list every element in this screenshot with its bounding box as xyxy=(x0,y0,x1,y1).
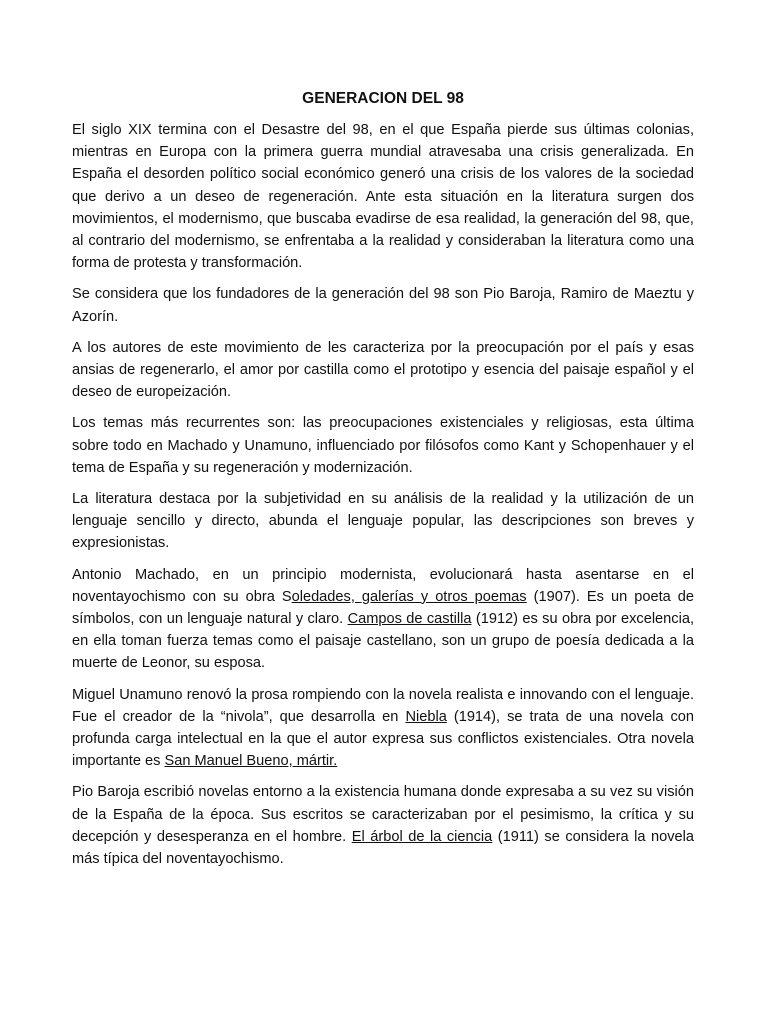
document-title: GENERACION DEL 98 xyxy=(302,90,464,107)
paragraph-antonio-machado xyxy=(72,564,694,675)
work-title-arbol-de-la-ciencia: El árbol de la ciencia xyxy=(351,828,493,845)
work-title-san-manuel-bueno: San Manuel Bueno, mártir. xyxy=(164,753,338,770)
paragraph-pio-baroja xyxy=(72,781,694,870)
paragraph-estilo: La literatura destaca por la subjetividad en su análisis de la realidad y la utilización de un lenguaje sencillo y directo, abunda el lenguaje popular, las descripciones son breves y expresionistas. xyxy=(72,491,694,552)
machado-text-2: (1907). Es un poeta de símbolos, con un lenguaje natural y claro. xyxy=(72,588,695,628)
paragraph-miguel-unamuno xyxy=(72,684,694,773)
unamuno-text-1: Miguel Unamuno renovó la prosa rompiendo con la novela realista e innovando con el lenguaje. Fue el creador de la “nivola”, que desarrolla en xyxy=(72,686,694,725)
paragraph-caracteristicas: A los autores de este movimiento de les caracteriza por la preocupación por el país y esas ansias de regenerarlo, el amor por castilla como el prototipo y esencia del paisaje español y el deseo de europeización. xyxy=(72,339,694,401)
paragraph-desastre-98: El siglo XIX termina con el Desastre del 98, en el que España pierde sus últimas colonias, mientras en Europa con la primera guerra mundial atravesaba una crisis generalizada. En España el desorden político social económico generó una crisis de los valores de la sociedad que derivo a un deseo de regeneración. Ante esta situación en la literatura surgen dos movimientos, el modernismo, que buscaba evadirse de esa realidad, la generación del 98, que, al contrario del modernismo, se enfrentaba a la realidad y consideraban la literatura como una forma de protesta y transformación. xyxy=(72,122,694,272)
machado-text-3: (1912) es su obra por excelencia, en ella toman fuerza temas como el paisaje castellano, son un grupo de poesía dedicada a la muerte de Leonor, su esposa. xyxy=(72,611,694,672)
baroja-text-1: Pio Baroja escribió novelas entorno a la existencia humana donde expresaba a su vez su visión de la España de la época. Sus escritos se caracterizaban por el pesimismo, la crítica y su decepción y desesperanza en el hombre. xyxy=(72,784,694,845)
unamuno-text-2: (1914), se trata de una novela con profunda carga intelectual en la que el autor expresa sus conflictos existenciales. Otra novela importante es xyxy=(72,708,695,770)
baroja-text-2: (1911) se considera la novela más típica del noventayochismo. xyxy=(72,828,695,868)
work-title-niebla: Niebla xyxy=(405,708,447,725)
document-page xyxy=(72,88,694,879)
paragraph-fundadores: Se considera que los fundadores de la generación del 98 son Pio Baroja, Ramiro de Maeztu y Azorín. xyxy=(72,286,694,325)
paragraph-temas: Los temas más recurrentes son: las preocupaciones existenciales y religiosas, esta última sobre todo en Machado y Unamuno, influenciado por filósofos como Kant y Schopenhauer y el tema de España y su regeneración y modernización. xyxy=(72,415,694,476)
machado-text-1: Antonio Machado, en un principio modernista, evolucionará hasta asentarse en el noventayochismo con su obra S xyxy=(72,566,694,605)
work-title-campos-de-castilla: Campos de castilla xyxy=(347,611,472,628)
work-title-soledades: oledades, galerías y otros poemas xyxy=(291,588,527,605)
